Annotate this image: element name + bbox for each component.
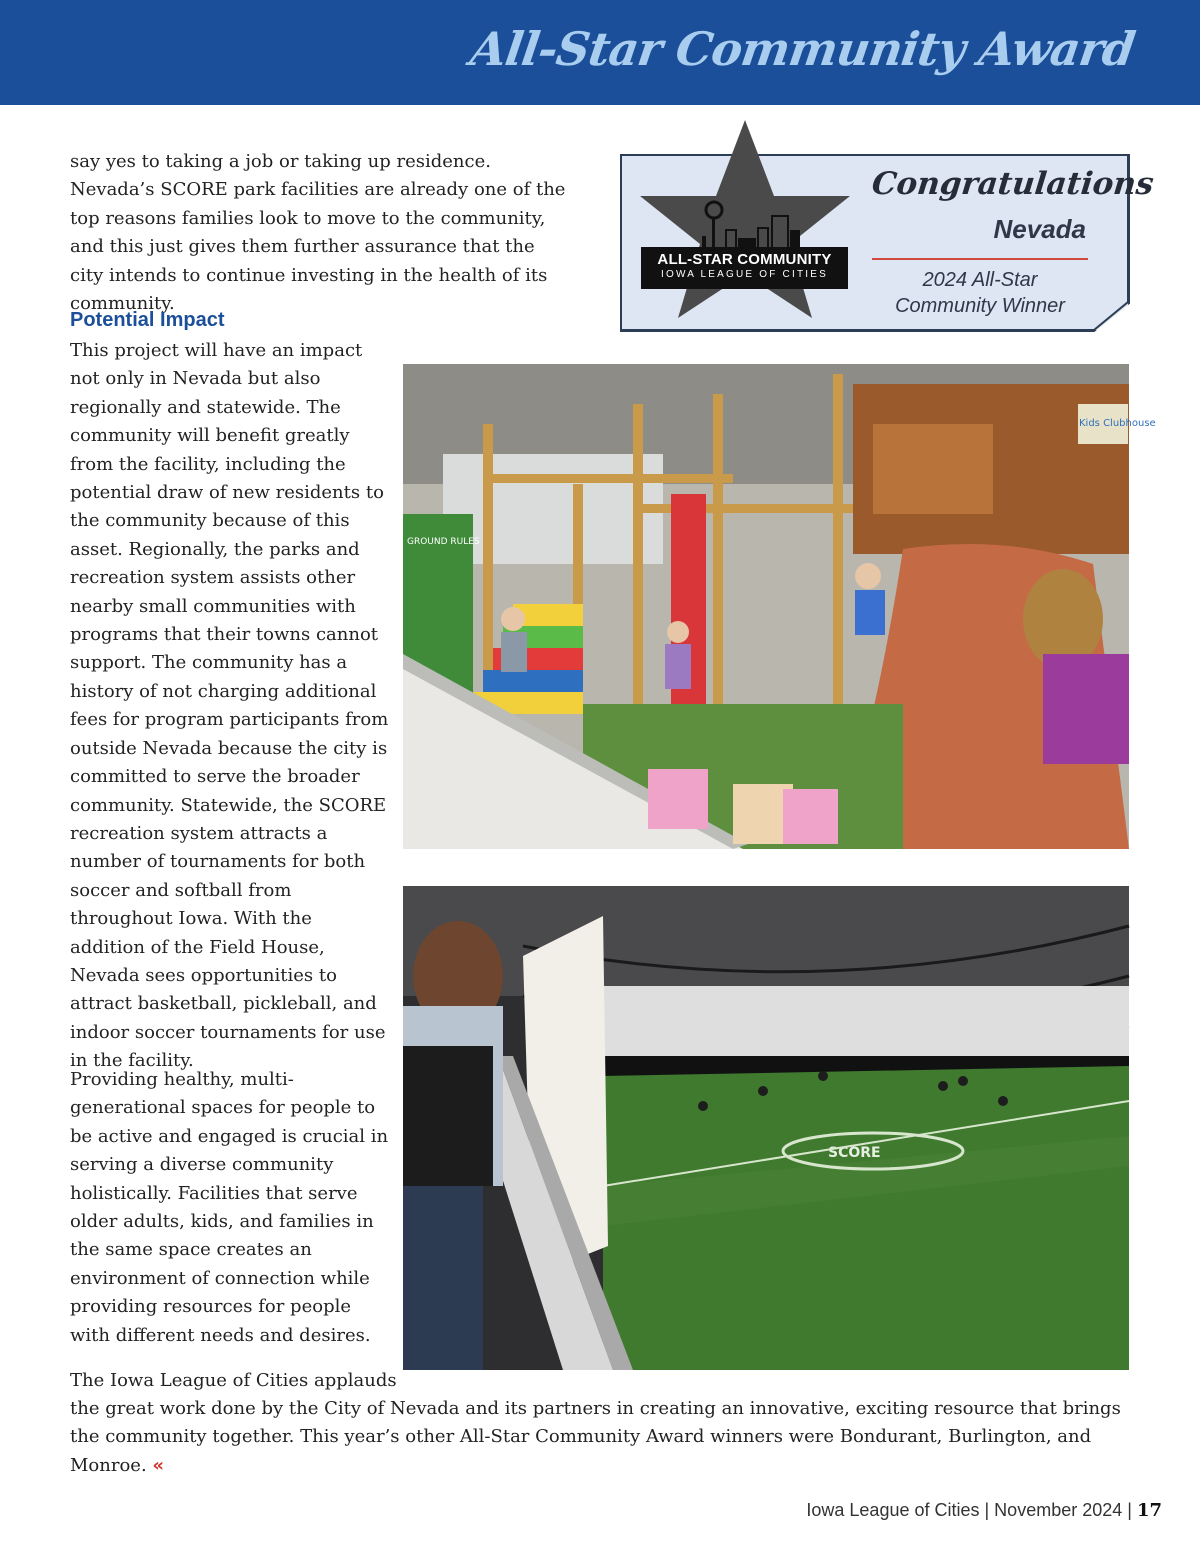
impact-text: This project will have an impact not only in Nevada but also regionally and statewide. The community will benefit greatly from the facility, including the potential draw of new residents to the community because of this asset. Regionally, the parks and recreation system assists other nearby small communities with programs that their towns cannot support. The community has a history of not charging additional fees for program participants from outside Nevada because the city is committed to serve the broader community. Statewide, the SCORE recreation system attracts a number of tournaments for both soccer and softball from throughout Iowa. With the addition of the Field House, Nevada sees opportunities to attract basketball, pickleball, and indoor soccer tournaments for use in the facility.: [70, 340, 389, 1072]
impact-paragraph: [70, 337, 390, 1076]
healthy-spaces-paragraph: [70, 1066, 390, 1350]
award-winner-label: [862, 267, 1098, 319]
closing-line-1: [70, 1367, 490, 1395]
impact-heading: Potential Impact: [70, 309, 225, 331]
page-number: 17: [1136, 1500, 1162, 1521]
award-winner-line1: 2024 All-Star: [922, 269, 1038, 291]
field-house-photo: [403, 886, 1129, 1370]
award-city: Nevada: [993, 214, 1086, 244]
closing-text-2: the great work done by the City of Nevada and its partners in creating an innovative, exciting resource that brings the community together. This year’s other All-Star Community Award winners were Bondurant, Burlington, and Monroe.: [70, 1398, 1121, 1476]
badge-title: ALL-STAR COMMUNITY: [657, 251, 832, 268]
footer-publication: Iowa League of Cities | November 2024 |: [806, 1500, 1137, 1520]
closing-text-1: The Iowa League of Cities applauds: [70, 1370, 397, 1391]
kids-clubhouse-sign: Kids Clubhouse: [1079, 418, 1156, 429]
congratulations-text: Congratulations: [870, 166, 1156, 202]
badge-subtitle: IOWA LEAGUE OF CITIES: [661, 269, 828, 280]
award-winner-line2: Community Winner: [895, 295, 1065, 317]
end-mark-icon: «: [152, 1454, 165, 1476]
award-divider: [872, 258, 1088, 260]
section-title: All-Star Community Award: [467, 22, 1138, 76]
intro-paragraph: [70, 148, 570, 318]
page-footer: [806, 1500, 1162, 1521]
intro-text: say yes to taking a job or taking up residence. Nevada’s SCORE park facilities are already one of the top reasons families look to move to the community, and this just gives them further assurance that the city intends to continue investing in the health of its community.: [70, 151, 566, 315]
closing-line-2: [70, 1395, 1150, 1480]
field-logo-text: SCORE: [828, 1145, 881, 1161]
ground-rules-sign: GROUND RULES: [407, 537, 480, 547]
healthy-spaces-text: Providing healthy, multi-generational spaces for people to be active and engaged is crucial in serving a diverse community holistically. Facilities that serve older adults, kids, and families in the same space creates an environment of connection while providing resources for people with different needs and desires.: [70, 1069, 389, 1346]
badge-plate: [641, 247, 848, 289]
playground-photo: [403, 364, 1156, 849]
